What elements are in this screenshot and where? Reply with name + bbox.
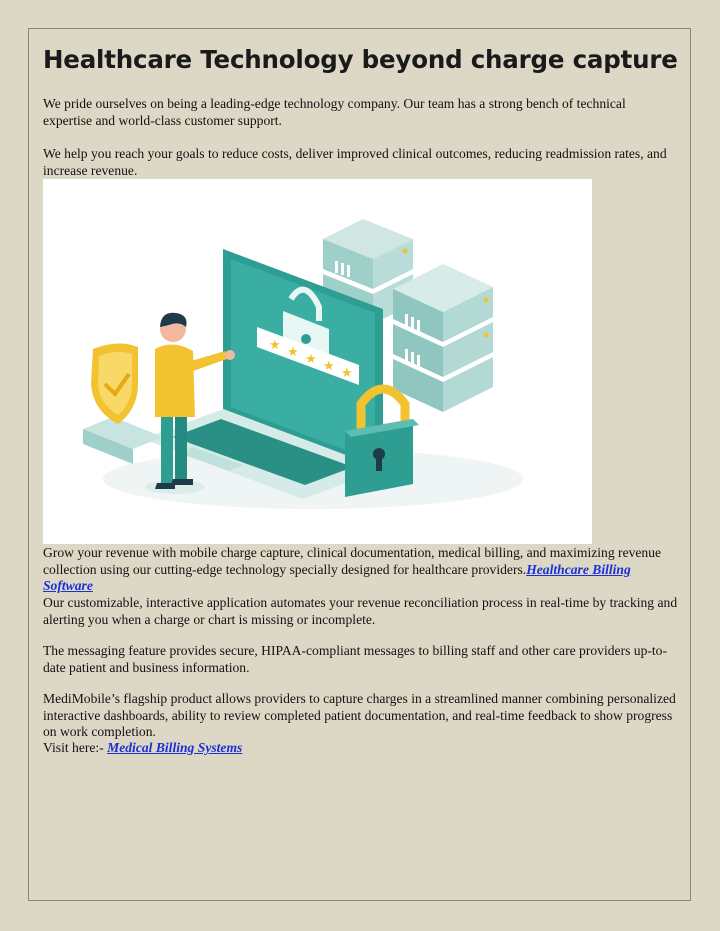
goals-paragraph: We help you reach your goals to reduce costs, deliver improved clinical outcomes, reducing readmission rates, and increase revenue. [43, 146, 667, 178]
svg-text:★: ★ [287, 345, 299, 360]
revenue-text: Grow your revenue with mobile charge capture, clinical documentation, medical billing, and maximizing revenue collection using our cutting-edge technology specially designed for healthcare providers. [43, 545, 662, 577]
svg-text:★: ★ [341, 366, 353, 381]
medimobile-paragraph: MediMobile’s flagship product allows providers to capture charges in a streamlined manner combining personalized interactive dashboards, ability to review completed patient documentation, and real-time feedback to show progress on work completion. [43, 691, 676, 739]
svg-text:★: ★ [269, 338, 281, 353]
messaging-paragraph: The messaging feature provides secure, HIPAA-compliant messages to billing staff and other care providers up-to-date patient and business information. [43, 643, 668, 675]
automation-paragraph: Our customizable, interactive application automates your revenue reconciliation process in real-time by tracking and alerting you when a charge or chart is missing or incomplete. [43, 595, 678, 627]
shield-icon [83, 343, 163, 464]
svg-text:★: ★ [323, 359, 335, 374]
document-page [28, 28, 691, 901]
revenue-paragraph [43, 545, 675, 595]
server-stack-front-icon [393, 264, 493, 412]
intro-paragraph: We pride ourselves on being a leading-edge technology company. Our team has a strong bench of technical expertise and world-class customer support. [43, 96, 626, 128]
medical-billing-systems-link[interactable]: Medical Billing Systems [107, 740, 243, 755]
visit-line [43, 740, 673, 757]
visit-prefix: Visit here:- [43, 740, 108, 755]
security-illustration [43, 179, 592, 544]
page-title: Healthcare Technology beyond charge capture [43, 45, 678, 74]
svg-text:★: ★ [305, 352, 317, 367]
healthcare-billing-software-link[interactable]: Healthcare Billing Software [43, 561, 631, 593]
